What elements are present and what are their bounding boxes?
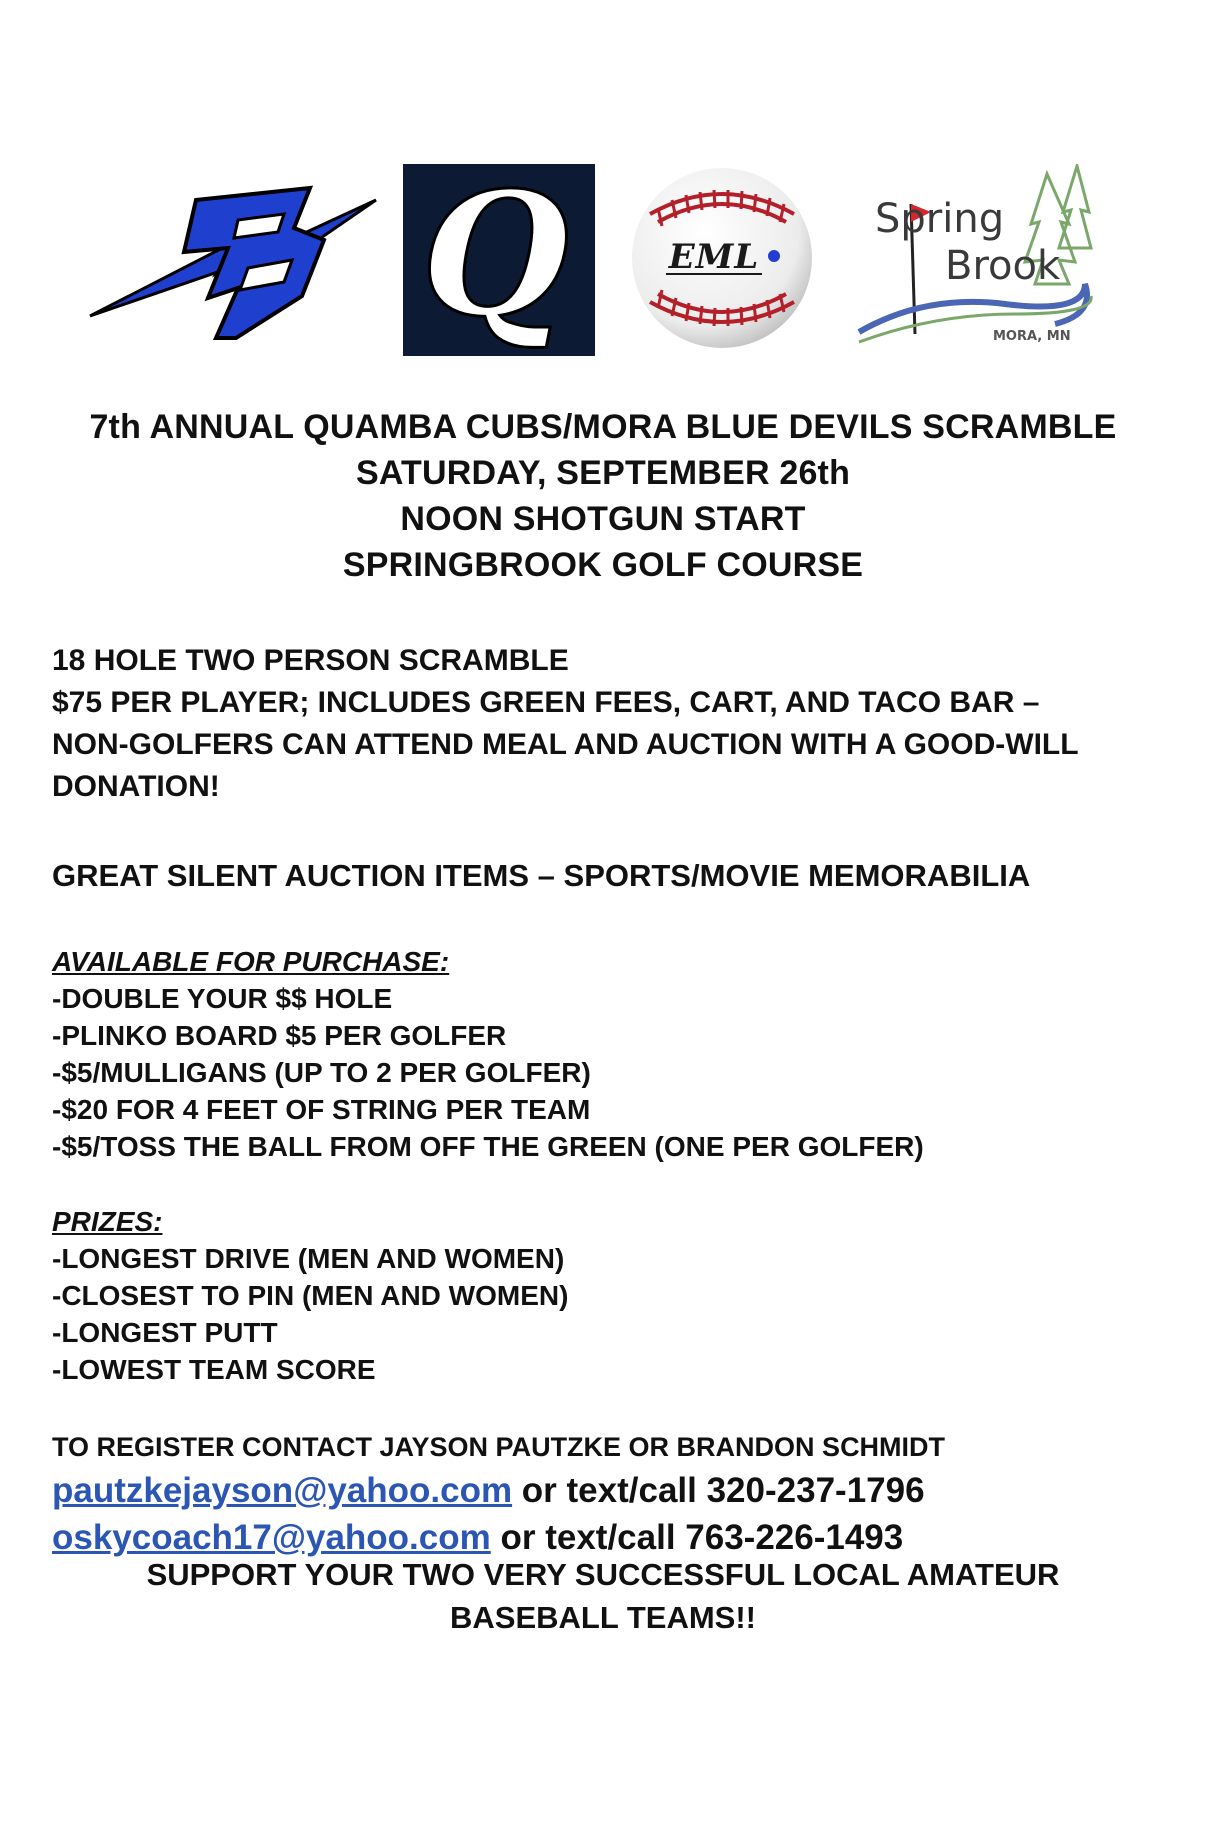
- eml-text: EML: [668, 237, 760, 277]
- contact-phone-brandon: or text/call 763-226-1493: [490, 1518, 904, 1557]
- prizes-section: [52, 1203, 1172, 1388]
- purchase-section: [52, 943, 1172, 1165]
- prize-item: -LONGEST PUTT: [52, 1317, 278, 1348]
- event-title: 7th ANNUAL QUAMBA CUBS/MORA BLUE DEVILS SCRAMBLE: [89, 408, 1117, 446]
- event-format: 18 HOLE TWO PERSON SCRAMBLE: [52, 644, 569, 677]
- event-details: [52, 640, 1172, 808]
- price-line-2: NON-GOLFERS CAN ATTEND MEAL AND AUCTION WITH A GOOD-WILL: [52, 728, 1079, 761]
- springbrook-text-line1: Spring: [875, 196, 1005, 242]
- price-line-1: $75 PER PLAYER; INCLUDES GREEN FEES, CART, AND TACO BAR –: [52, 686, 1040, 719]
- springbrook-text-line2: Brook: [945, 243, 1061, 289]
- event-start-time: NOON SHOTGUN START: [400, 500, 806, 538]
- prizes-heading: PRIZES:: [52, 1206, 163, 1237]
- blue-devils-logo: [88, 178, 378, 343]
- email-link-brandon[interactable]: oskycoach17@yahoo.com: [52, 1518, 491, 1557]
- prize-item: -CLOSEST TO PIN (MEN AND WOMEN): [52, 1280, 569, 1311]
- event-headline: [0, 404, 1206, 588]
- purchase-item: -DOUBLE YOUR $$ HOLE: [52, 983, 393, 1014]
- support-message: [0, 1553, 1206, 1639]
- register-title: TO REGISTER CONTACT JAYSON PAUTZKE OR BRANDON SCHMIDT: [52, 1432, 946, 1462]
- purchase-item: -$20 FOR 4 FEET OF STRING PER TEAM: [52, 1094, 591, 1125]
- prize-item: -LONGEST DRIVE (MEN AND WOMEN): [52, 1243, 565, 1274]
- email-link-jayson[interactable]: pautzkejayson@yahoo.com: [52, 1471, 513, 1510]
- contact-line-jayson: [52, 1467, 1172, 1514]
- eml-baseball-logo: [628, 164, 816, 352]
- purchase-item: -$5/MULLIGANS (UP TO 2 PER GOLFER): [52, 1057, 591, 1088]
- event-date: SATURDAY, SEPTEMBER 26th: [355, 454, 851, 492]
- event-venue: SPRINGBROOK GOLF COURSE: [342, 546, 864, 584]
- register-section: [52, 1427, 1172, 1561]
- purchase-item: -$5/TOSS THE BALL FROM OFF THE GREEN (ONE PER GOLFER): [52, 1131, 924, 1162]
- logo-row: [0, 160, 1206, 360]
- support-line-2: BASEBALL TEAMS!!: [450, 1600, 756, 1635]
- q-logo-letter: Q: [420, 164, 570, 355]
- contact-phone-jayson: or text/call 320-237-1796: [512, 1471, 925, 1510]
- prize-item: -LOWEST TEAM SCORE: [52, 1354, 376, 1385]
- support-line-1: SUPPORT YOUR TWO VERY SUCCESSFUL LOCAL AMATEUR: [146, 1557, 1060, 1592]
- silent-auction-line: GREAT SILENT AUCTION ITEMS – SPORTS/MOVIE MEMORABILIA: [52, 858, 1031, 893]
- springbrook-location: MORA, MN: [993, 329, 1071, 344]
- springbrook-logo: [855, 164, 1105, 354]
- purchase-item: -PLINKO BOARD $5 PER GOLFER: [52, 1020, 507, 1051]
- quamba-q-logo: [403, 164, 595, 356]
- purchase-heading: AVAILABLE FOR PURCHASE:: [52, 946, 450, 977]
- price-line-3: DONATION!: [52, 770, 220, 803]
